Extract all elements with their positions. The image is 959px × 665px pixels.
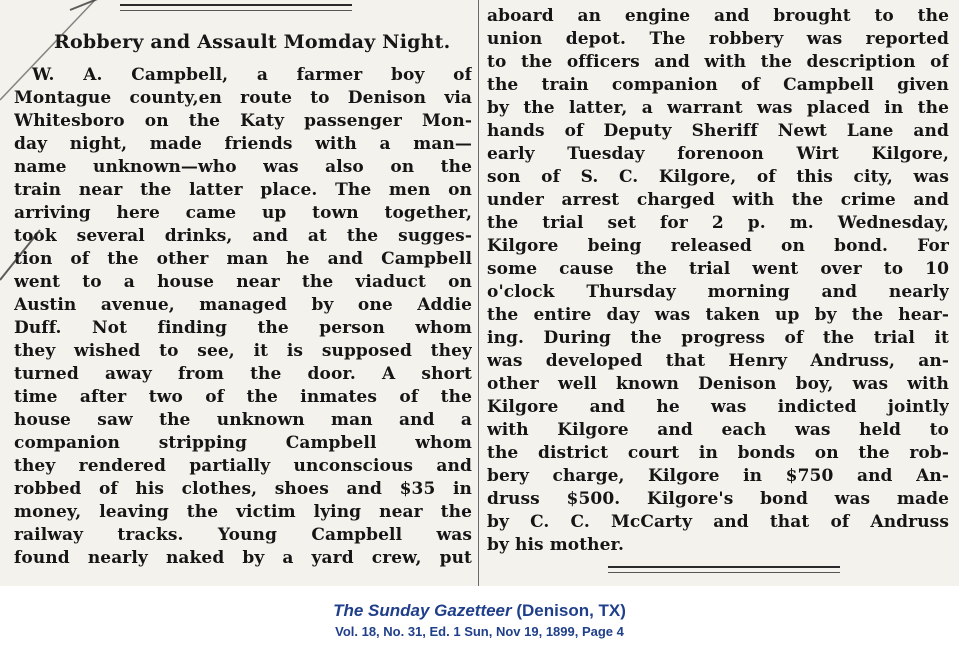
text-line: arriving here came up town together,: [14, 203, 472, 223]
text-line: railway tracks. Young Campbell was: [14, 525, 472, 545]
text-line: Montague county,en route to Denison via: [14, 88, 472, 108]
text-line: they rendered partially unconscious and: [14, 456, 472, 476]
issue-details: Vol. 18, No. 31, Ed. 1 Sun, Nov 19, 1899, Page 4: [335, 624, 624, 639]
text-line: money, leaving the victim lying near the: [14, 502, 472, 522]
end-rule: [608, 566, 840, 568]
publication-location: (Denison, TX): [511, 601, 626, 620]
text-line: some cause the trial went over to 10: [487, 259, 949, 279]
text-line: under arrest charged with the crime and: [487, 190, 949, 210]
left-column-text: [14, 64, 472, 570]
text-line: tion of the other man he and Campbell: [14, 249, 472, 269]
text-line: the entire day was taken up by the hear-: [487, 305, 949, 325]
text-line: found nearly naked by a yard crew, put: [14, 548, 472, 568]
text-line: W. A. Campbell, a farmer boy of: [32, 65, 472, 85]
text-line: ing. During the progress of the trial it: [487, 328, 949, 348]
text-line: went to a house near the viaduct on: [14, 272, 472, 292]
text-line: early Tuesday forenoon Wirt Kilgore,: [487, 144, 949, 164]
text-line: Duff. Not finding the person whom: [14, 318, 472, 338]
text-line: with Kilgore and each was held to: [487, 420, 949, 440]
text-line: train near the latter place. The men on: [14, 180, 472, 200]
text-line: was developed that Henry Andruss, an-: [487, 351, 949, 371]
text-line: day night, made friends with a man—: [14, 134, 472, 154]
text-line: Kilgore and he was indicted jointly: [487, 397, 949, 417]
publication-line: [0, 600, 959, 622]
text-line: robbed of his clothes, shoes and $35 in: [14, 479, 472, 499]
text-line: son of S. C. Kilgore, of this city, was: [487, 167, 949, 187]
text-line: bery charge, Kilgore in $750 and An-: [487, 466, 949, 486]
column-divider: [478, 0, 479, 586]
text-line: by the latter, a warrant was placed in the: [487, 98, 949, 118]
text-line: Kilgore being released on bond. For: [487, 236, 949, 256]
text-line: companion stripping Campbell whom: [14, 433, 472, 453]
left-column: [14, 0, 472, 586]
text-line: time after two of the inmates of the: [14, 387, 472, 407]
text-line: to the officers and with the description of: [487, 52, 949, 72]
text-line: they wished to see, it is supposed they: [14, 341, 472, 361]
text-line: other well known Denison boy, was with: [487, 374, 949, 394]
text-line: o'clock Thursday morning and nearly: [487, 282, 949, 302]
source-caption: [0, 600, 959, 640]
text-line: the trial set for 2 p. m. Wednesday,: [487, 213, 949, 233]
right-column-text: [487, 5, 949, 557]
end-rule-thin: [608, 572, 840, 573]
text-line: name unknown—who was also on the: [14, 157, 472, 177]
text-line: by his mother.: [487, 535, 625, 555]
right-column: [487, 0, 949, 586]
text-line: the train companion of Campbell given: [487, 75, 949, 95]
text-line: by C. C. McCarty and that of Andruss: [487, 512, 949, 532]
text-line: turned away from the door. A short: [14, 364, 472, 384]
text-line: druss $500. Kilgore's bond was made: [487, 489, 949, 509]
text-line: took several drinks, and at the sugges-: [14, 226, 472, 246]
text-line: house saw the unknown man and a: [14, 410, 472, 430]
article-headline: Robbery and Assault Momday Night.: [54, 31, 451, 53]
text-line: Austin avenue, managed by one Addie: [14, 295, 472, 315]
text-line: the district court in bonds on the rob-: [487, 443, 949, 463]
text-line: hands of Deputy Sheriff Newt Lane and: [487, 121, 949, 141]
text-line: aboard an engine and brought to the: [487, 6, 949, 26]
publication-title: The Sunday Gazetteer: [333, 601, 512, 620]
text-line: union depot. The robbery was reported: [487, 29, 949, 49]
text-line: Whitesboro on the Katy passenger Mon-: [14, 111, 472, 131]
